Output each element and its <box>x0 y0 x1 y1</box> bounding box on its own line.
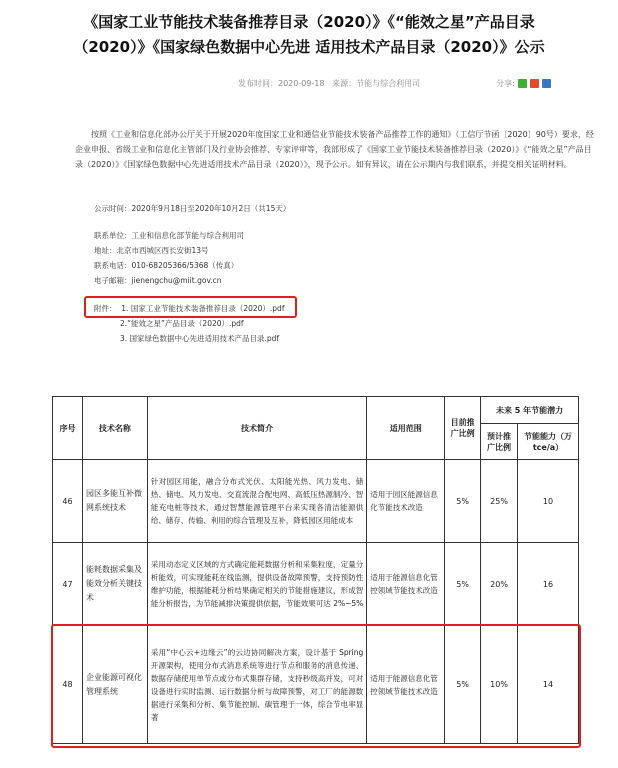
page-title <box>0 10 618 60</box>
cell-current: 5% <box>445 626 481 744</box>
contact-email: 电子邮箱：jienengchu@miit.gov.cn <box>94 276 222 285</box>
cell-current: 5% <box>445 543 481 626</box>
publish-time: 发布时间：2020-09-18 <box>238 79 325 88</box>
share-label: 分享: <box>496 79 515 88</box>
contact-phone: 联系电话：010-68205366/5368（传真） <box>94 261 239 270</box>
header-scope: 适用范围 <box>367 397 445 460</box>
cell-expected: 20% <box>481 543 518 626</box>
attachment-link-3[interactable]: 3. 国家绿色数据中心先进适用技术产品目录.pdf <box>120 334 280 343</box>
cell-expected: 10% <box>481 626 518 744</box>
cell-desc: 采用“中心云+边缘云”的云边协同解决方案，设计基于 Spring 开源架构，使用分布式消息系统等进行节点和服务的消息传递、数据存储使用单节点或分布式集群存储，支持秒级高并发，可对设备进行实时监测、运行数据分析与故障预警，对工厂的能源数据进行采集和分析、集节能控制、碳管理于一体，综合节电率显著 <box>147 626 366 744</box>
table-row <box>53 460 579 543</box>
attachment-link-1[interactable]: 1. 国家工业节能技术装备推荐目录（2020）.pdf <box>121 304 285 313</box>
header-future: 未来 5 年节能潜力 <box>481 397 579 424</box>
header-name: 技术名称 <box>82 397 147 460</box>
cell-seq: 46 <box>53 460 83 543</box>
header-expected: 预计推广比例 <box>481 424 518 460</box>
qzone-icon[interactable] <box>542 79 551 88</box>
cell-capacity: 16 <box>518 543 579 626</box>
title-line-2: （2020）》《国家绿色数据中心先进 适用技术产品目录（2020）》公示 <box>73 38 545 56</box>
cell-seq: 48 <box>53 626 83 744</box>
attachments-label: 附件： <box>94 304 117 313</box>
attachment-link-2[interactable]: 2.“能效之星”产品目录（2020）.pdf <box>120 319 244 328</box>
header-capacity: 节能能力（万 tce/a） <box>518 424 579 460</box>
contact-address: 地址：北京市西城区西长安街13号 <box>94 246 209 255</box>
cell-scope: 适用于能源信息化管控领域节能技术改造 <box>367 543 445 626</box>
header-current: 目前推广比例 <box>445 397 481 460</box>
source-link[interactable]: 来源：节能与综合利用司 <box>332 79 421 88</box>
row-48-highlight-box <box>51 624 581 748</box>
cell-name: 园区多能互补微网系统技术 <box>82 460 147 543</box>
header-seq: 序号 <box>53 397 83 460</box>
cell-scope: 适用于园区能源信息化节能技术改造 <box>367 460 445 543</box>
cell-desc: 针对园区用能，融合分布式光伏、太阳能光热、风力发电、储热、储电、风力发电、交直流混合配电网、高低压热源制冷、智能充电桩等技术，通过智慧能源管理平台来实现各清洁能源供给、储存、传输、利用的综合管理及互补，降低园区用能成本 <box>147 460 366 543</box>
meta-info <box>238 78 420 89</box>
title-line-1: 《国家工业节能技术装备推荐目录（2020）》《“能效之星”产品目录 <box>83 13 535 31</box>
attachment-highlight-box <box>84 296 297 318</box>
cell-name: 能耗数据采集及能效分析关键技术 <box>82 543 147 626</box>
intro-paragraph: 按照《工业和信息化部办公厅关于开展2020年度国家工业和通信业节能技术装备产品推荐工作的通知》（工信厅节函〔2020〕90号）要求，经企业申报、省级工业和信息化主管部门及行业协会推荐、专家评审等，我部形成了《国家工业节能技术装备推荐目录（2020）》《“能效之星”产品目录（2020）》《国家绿色数据中心先进适用技术产品目录（2020）》，现予公示。如有异议，请在公示期内与我们联系，并提交相关证明材料。 <box>75 130 594 169</box>
table-header-row <box>53 397 579 424</box>
cell-expected: 25% <box>481 460 518 543</box>
cell-name: 企业能源可视化管理系统 <box>82 626 147 744</box>
contact-unit: 联系单位：工业和信息化部节能与综合利用司 <box>94 231 244 240</box>
header-desc: 技术简介 <box>147 397 366 460</box>
cell-current: 5% <box>445 460 481 543</box>
cell-desc: 采用动态定义区域的方式确定能耗数据分析和采集粒度，定量分析能效，可实现能耗在线监测，提供设备故障预警，支持预防性维护功能，根据能耗分析结果确定相关的节能措施建议，形成智能分析报告，为节能减排决策提供依据，节能效果可达 2%~5% <box>147 543 366 626</box>
cell-seq: 47 <box>53 543 83 626</box>
notice-period: 公示时间：2020年9月18日至2020年10月2日（共15天） <box>94 204 291 213</box>
cell-capacity: 14 <box>518 626 579 744</box>
cell-capacity: 10 <box>518 460 579 543</box>
wechat-icon[interactable] <box>518 79 527 88</box>
table-row <box>53 543 579 626</box>
weibo-icon[interactable] <box>530 79 539 88</box>
cell-scope: 适用于能源信息化管控领域节能技术改造 <box>367 626 445 744</box>
share-bar <box>496 78 551 89</box>
